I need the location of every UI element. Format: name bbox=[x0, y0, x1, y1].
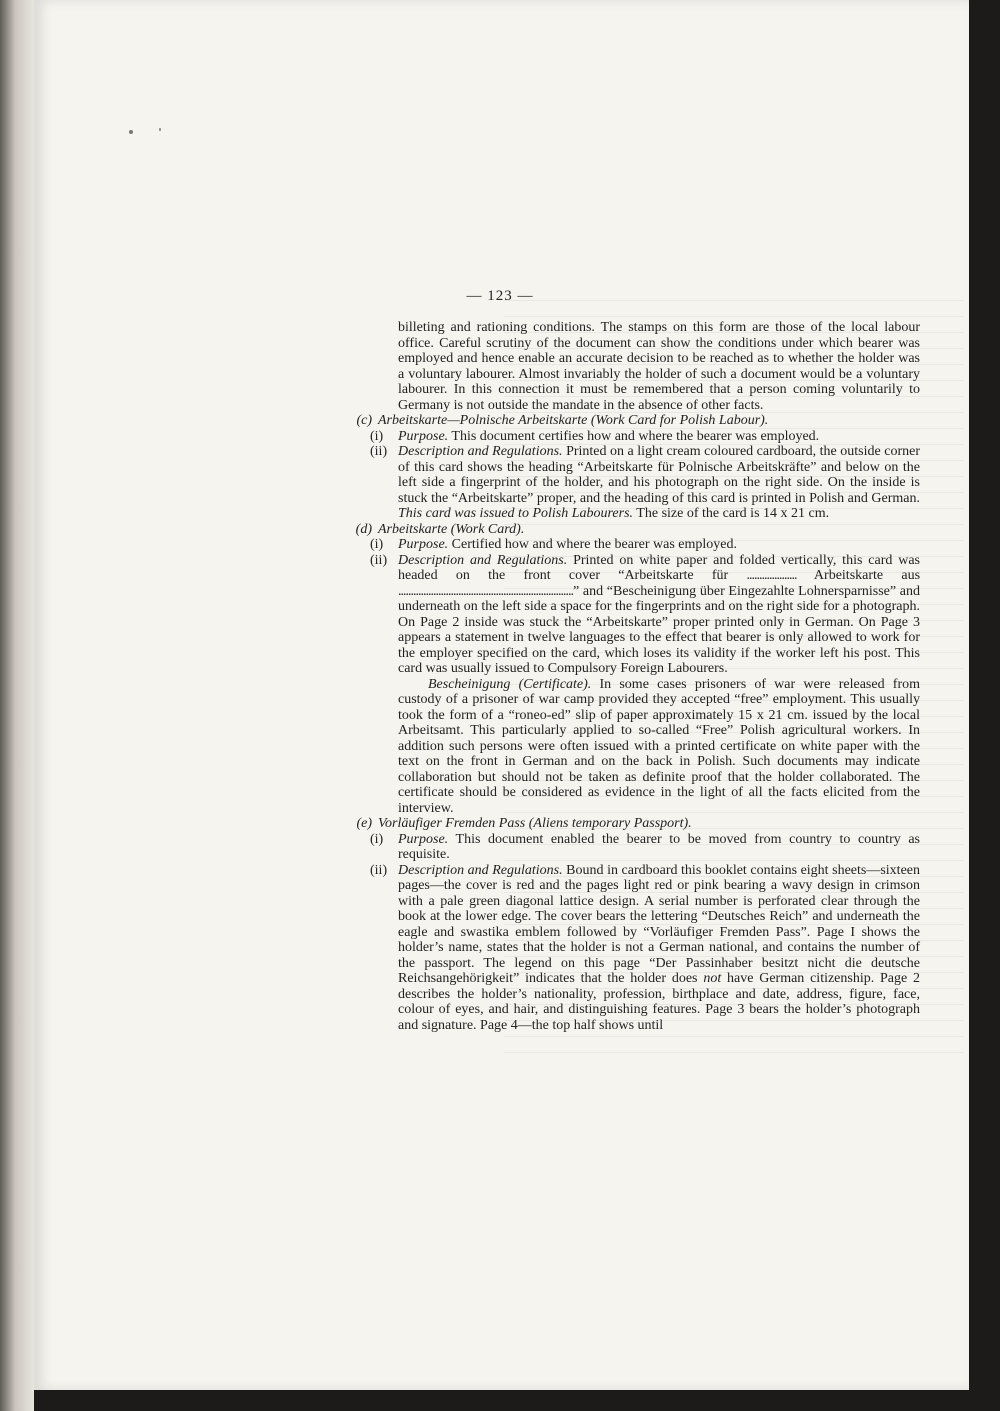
section-title: Arbeitskarte (Work Card). bbox=[378, 521, 525, 537]
item-text: Bound in cardboard this booklet contains eight sheets—sixteen pages—the cover is red and the pages light red or pink bearing a wavy design in crimson with a pale green diagonal lattice design. A serial number is perforated clear through the book at the lower edge. The cover bears the lettering “Deutsches Reich” and underneath the eagle and swastika emblem followed by “Vorläufiger Fremden Pass”. Page I shows the holder’s name, states that the holder is not a German national, and contains the number of the passport. The legend on this page “Der Passinhaber besitzt nicht die deutsche Reichsangehörigkeit” indicates that the holder does bbox=[398, 862, 920, 986]
section-label: (d) bbox=[355, 521, 372, 537]
item-italic-note: This card was issued to Polish Labourers. bbox=[398, 506, 634, 521]
body-text bbox=[340, 320, 920, 1033]
page-number: — 123 — bbox=[466, 288, 534, 304]
section-c-purpose bbox=[340, 429, 920, 445]
section-label: (c) bbox=[356, 413, 372, 428]
item-label: Description and Regulations. bbox=[398, 862, 563, 878]
item-label: Purpose. bbox=[398, 428, 449, 444]
section-title: Arbeitskarte—Polnische Arbeitskarte (Work Card for Polish Labour). bbox=[378, 413, 769, 428]
item-text: Arbeitskarte aus bbox=[813, 568, 921, 583]
section-c-description bbox=[340, 444, 920, 522]
item-label: Description and Regulations. bbox=[398, 552, 568, 568]
item-text: Printed on a light cream coloured cardboard, the outside corner of this card shows the heading “Arbeitskarte für Polnische Arbeitskräfte” and below on the left side a fingerprint of the holder, and his photograph on the right side. On the inside is stuck the “Arbeitskarte” proper, and the heading of this card is printed in Polish and German. bbox=[398, 444, 920, 506]
item-text: ” and “Bescheinigung über Eingezahlte Lohnersparnisse” and underneath on the left side a space for the fingerprints and on the right side for a photograph. On Page 2 inside was stuck the “Arbeitskarte” proper printed only in German. On Page 3 appears a statement in twelve languages to the effect that bearer is only allowed to work for the employer specified on the card, which loses its validity if the worker left his post. This card was usually issued to Compulsory Foreign Labourers. bbox=[398, 583, 920, 676]
item-text: This document enabled the bearer to be moved from country to country as requisite. bbox=[398, 831, 921, 862]
item-label: Purpose. bbox=[398, 537, 449, 552]
certificate-paragraph bbox=[340, 677, 920, 817]
emphasis-word: not bbox=[703, 971, 722, 986]
speck-mark bbox=[159, 128, 161, 131]
section-c-heading bbox=[340, 413, 920, 429]
item-number: (ii) bbox=[370, 862, 388, 878]
intro-paragraph: billeting and rationing conditions. The stamps on this form are those of the local labour office. Careful scrutiny of the document can show the conditions under which bearer was employed and hence enable an accurate decision to be reached as to whether the holder was a voluntary labourer. Almost invariably the holder of such a document would be a voluntary labourer. In this connection it must be remembered that a person coming voluntarily to Germany is not outside the mandate in the absence of other facts. bbox=[398, 320, 920, 413]
item-text: Printed on white paper and folded vertically, this card was headed on the front cover “Arbeitskarte für bbox=[398, 552, 920, 583]
section-d-heading bbox=[340, 522, 920, 538]
section-d-description bbox=[340, 553, 920, 677]
item-label: Purpose. bbox=[398, 831, 449, 847]
item-number: (i) bbox=[370, 428, 384, 444]
item-text: This document certifies how and where the bearer was employed. bbox=[451, 428, 820, 444]
item-number: (ii) bbox=[370, 444, 388, 459]
section-e-purpose bbox=[340, 832, 920, 863]
item-text-tail: The size of the card is 14 x 21 cm. bbox=[636, 506, 830, 521]
item-number: (ii) bbox=[370, 552, 388, 568]
item-text: have German citizenship. Page 2 describes the holder’s nationality, profession, birthplace and date, address, figure, face, colour of eyes, and hair, and distinguishing features. Page 3 bears the holder’s photograph and signature. Page 4—the top half shows until bbox=[398, 971, 921, 1033]
item-label: Description and Regulations. bbox=[398, 444, 563, 459]
fill-in-dots: .................... bbox=[746, 568, 797, 583]
certificate-text: In some cases prisoners of war were released from custody of a prisoner of war camp provided they accepted “free” employment. This usually took the form of a “roneo-ed” slip of paper approximately 15 x 21 cm. issued by the local Arbeitsamt. This particularly applied to so-called “Free” Polish agricultural workers. In addition such persons were often issued with a printed certificate on white paper with the text on the front in German and on the back in Polish. Such documents may indicate collaboration but should not be taken as definite proof that the holder collaborated. The certificate should be considered as evidence in the light of all the facts elicited from the interview. bbox=[398, 676, 920, 816]
section-d-purpose bbox=[340, 537, 920, 553]
fill-in-dots: ...................................................................... bbox=[398, 583, 573, 599]
left-page-edge bbox=[0, 0, 34, 1411]
section-e-heading bbox=[340, 816, 920, 832]
item-number: (i) bbox=[370, 537, 384, 552]
speck-mark bbox=[129, 130, 133, 134]
section-e-description bbox=[340, 863, 920, 1034]
item-number: (i) bbox=[370, 831, 384, 847]
section-label: (e) bbox=[356, 816, 372, 831]
certificate-label: Bescheinigung (Certificate). bbox=[428, 676, 592, 692]
section-title: Vorläufiger Fremden Pass (Aliens temporary Passport). bbox=[378, 816, 692, 831]
item-text: Certified how and where the bearer was employed. bbox=[451, 537, 738, 552]
